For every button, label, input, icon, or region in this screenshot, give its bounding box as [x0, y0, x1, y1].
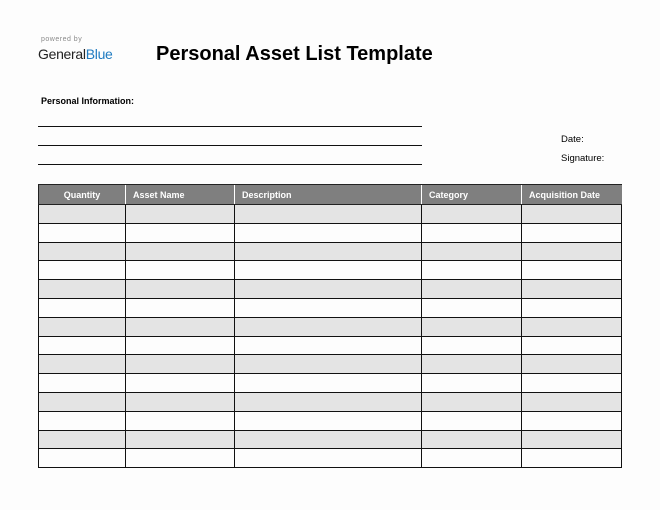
cell-description[interactable] [235, 205, 422, 224]
column-header-quantity: Quantity [39, 185, 126, 205]
column-header-acquisition-date: Acquisition Date [522, 185, 622, 205]
brand-logo [38, 46, 113, 62]
cell-description[interactable] [235, 223, 422, 242]
cell-category[interactable] [422, 261, 522, 280]
cell-category[interactable] [422, 355, 522, 374]
cell-asset-name[interactable] [126, 392, 235, 411]
cell-acquisition-date[interactable] [522, 374, 622, 393]
cell-description[interactable] [235, 298, 422, 317]
cell-asset-name[interactable] [126, 317, 235, 336]
cell-asset-name[interactable] [126, 223, 235, 242]
column-header-category: Category [422, 185, 522, 205]
brand-name-blue: Blue [85, 46, 113, 62]
cell-acquisition-date[interactable] [522, 242, 622, 261]
cell-description[interactable] [235, 317, 422, 336]
table-row [39, 205, 622, 224]
asset-table [38, 184, 622, 468]
cell-asset-name[interactable] [126, 261, 235, 280]
cell-asset-name[interactable] [126, 205, 235, 224]
table-header-row [39, 185, 622, 205]
cell-asset-name[interactable] [126, 280, 235, 299]
cell-category[interactable] [422, 449, 522, 468]
cell-asset-name[interactable] [126, 242, 235, 261]
cell-asset-name[interactable] [126, 449, 235, 468]
table-row [39, 336, 622, 355]
cell-acquisition-date[interactable] [522, 411, 622, 430]
cell-quantity[interactable] [39, 242, 126, 261]
cell-asset-name[interactable] [126, 298, 235, 317]
column-header-description: Description [235, 185, 422, 205]
column-header-asset-name: Asset Name [126, 185, 235, 205]
cell-description[interactable] [235, 392, 422, 411]
cell-description[interactable] [235, 336, 422, 355]
cell-quantity[interactable] [39, 205, 126, 224]
cell-acquisition-date[interactable] [522, 392, 622, 411]
table-row [39, 242, 622, 261]
cell-description[interactable] [235, 374, 422, 393]
table-row [39, 430, 622, 449]
cell-description[interactable] [235, 411, 422, 430]
cell-category[interactable] [422, 336, 522, 355]
cell-quantity[interactable] [39, 374, 126, 393]
cell-category[interactable] [422, 205, 522, 224]
table-row [39, 223, 622, 242]
table-row [39, 392, 622, 411]
cell-quantity[interactable] [39, 355, 126, 374]
cell-acquisition-date[interactable] [522, 317, 622, 336]
cell-description[interactable] [235, 242, 422, 261]
cell-acquisition-date[interactable] [522, 430, 622, 449]
cell-category[interactable] [422, 411, 522, 430]
cell-acquisition-date[interactable] [522, 280, 622, 299]
cell-acquisition-date[interactable] [522, 336, 622, 355]
cell-quantity[interactable] [39, 411, 126, 430]
cell-category[interactable] [422, 298, 522, 317]
cell-quantity[interactable] [39, 430, 126, 449]
cell-acquisition-date[interactable] [522, 205, 622, 224]
table-row [39, 355, 622, 374]
cell-category[interactable] [422, 223, 522, 242]
cell-description[interactable] [235, 280, 422, 299]
cell-category[interactable] [422, 317, 522, 336]
cell-asset-name[interactable] [126, 430, 235, 449]
cell-asset-name[interactable] [126, 374, 235, 393]
cell-description[interactable] [235, 355, 422, 374]
table-row [39, 449, 622, 468]
table-row [39, 261, 622, 280]
cell-acquisition-date[interactable] [522, 355, 622, 374]
cell-quantity[interactable] [39, 317, 126, 336]
table-row [39, 411, 622, 430]
cell-category[interactable] [422, 374, 522, 393]
cell-quantity[interactable] [39, 223, 126, 242]
cell-quantity[interactable] [39, 449, 126, 468]
personal-info-line-3[interactable] [38, 164, 422, 165]
table-row [39, 317, 622, 336]
date-label: Date: [561, 134, 584, 145]
brand-name-general: General [38, 46, 86, 62]
personal-info-line-1[interactable] [38, 126, 422, 127]
personal-info-label: Personal Information: [41, 96, 135, 106]
cell-acquisition-date[interactable] [522, 449, 622, 468]
personal-info-line-2[interactable] [38, 145, 422, 146]
cell-quantity[interactable] [39, 336, 126, 355]
cell-category[interactable] [422, 280, 522, 299]
table-row [39, 374, 622, 393]
cell-quantity[interactable] [39, 392, 126, 411]
cell-description[interactable] [235, 261, 422, 280]
table-row [39, 280, 622, 299]
cell-quantity[interactable] [39, 261, 126, 280]
cell-acquisition-date[interactable] [522, 261, 622, 280]
cell-asset-name[interactable] [126, 355, 235, 374]
powered-by-label: powered by [41, 36, 83, 43]
cell-category[interactable] [422, 430, 522, 449]
signature-label: Signature: [561, 153, 605, 164]
cell-description[interactable] [235, 430, 422, 449]
cell-quantity[interactable] [39, 280, 126, 299]
cell-asset-name[interactable] [126, 336, 235, 355]
cell-description[interactable] [235, 449, 422, 468]
cell-quantity[interactable] [39, 298, 126, 317]
cell-acquisition-date[interactable] [522, 223, 622, 242]
cell-acquisition-date[interactable] [522, 298, 622, 317]
table-row [39, 298, 622, 317]
cell-asset-name[interactable] [126, 411, 235, 430]
cell-category[interactable] [422, 392, 522, 411]
page-title: Personal Asset List Template [156, 43, 433, 65]
cell-category[interactable] [422, 242, 522, 261]
